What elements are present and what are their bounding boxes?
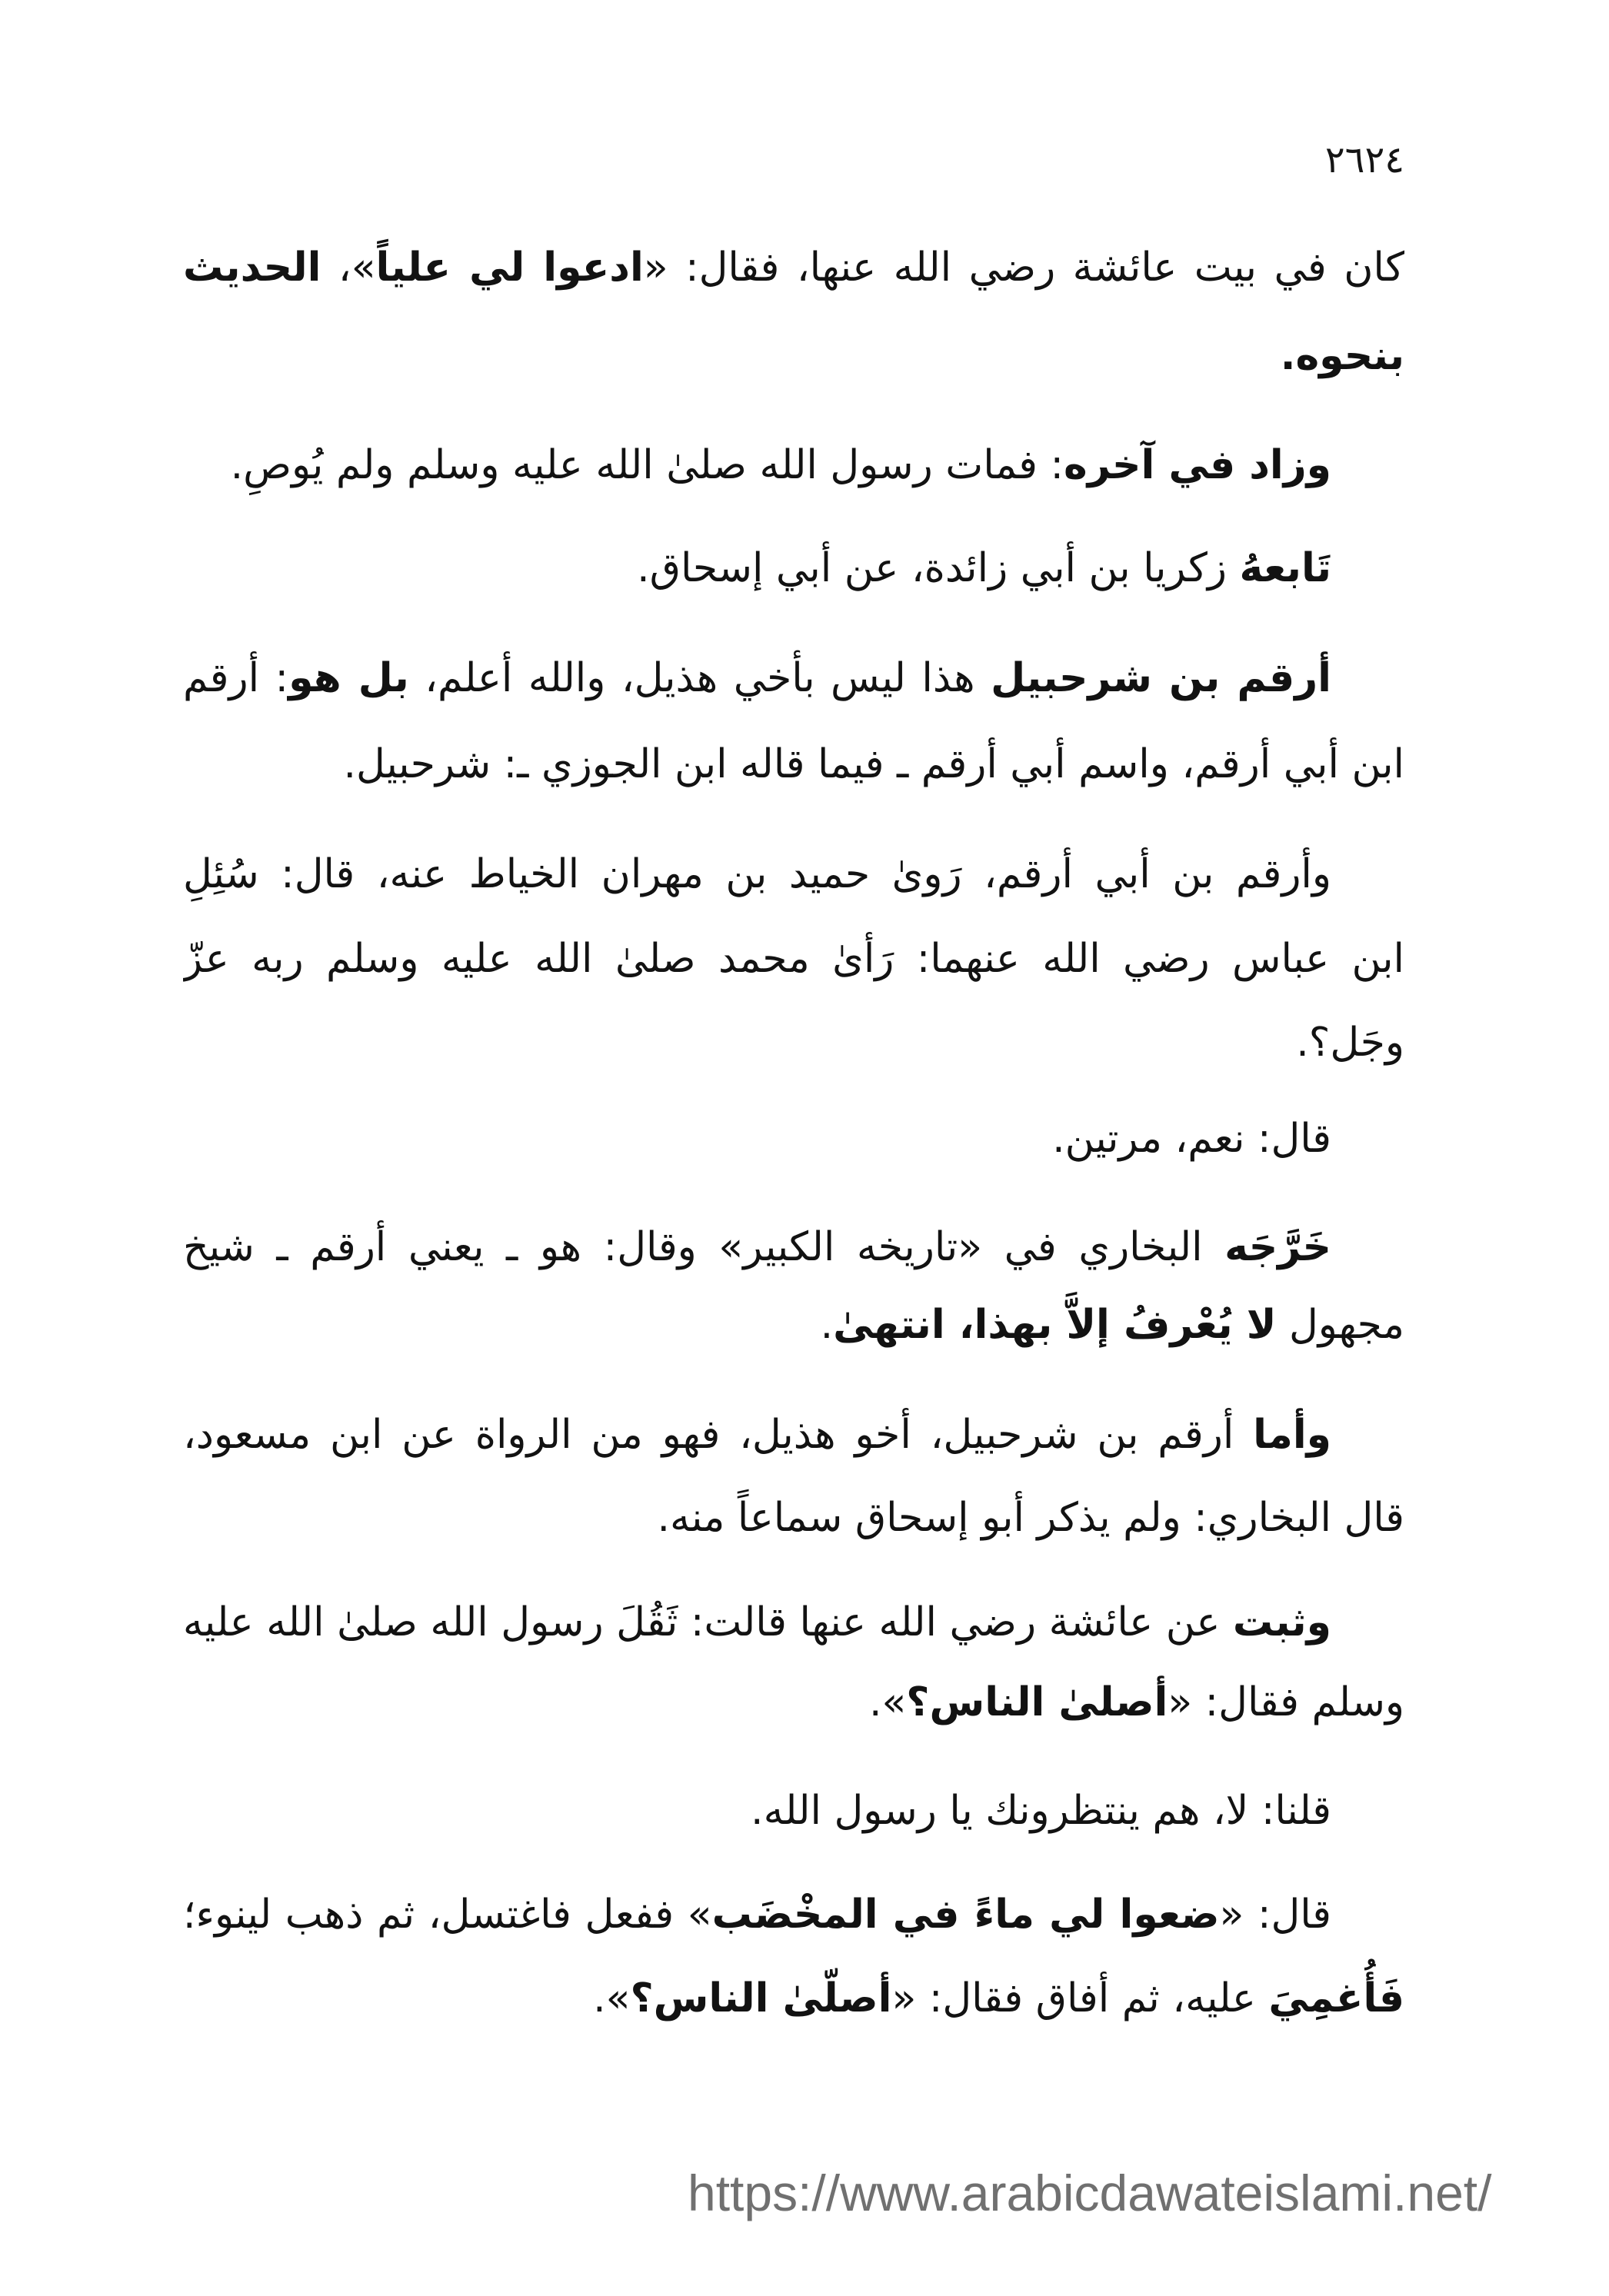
- bold-text-run: وثبت: [1232, 1599, 1331, 1645]
- text-run: ».: [593, 1975, 631, 2021]
- bold-text-run: وزاد في آخره: [1064, 442, 1331, 488]
- text-run: .: [820, 1302, 834, 1348]
- text-line: [183, 637, 1331, 720]
- text-line: [183, 424, 1331, 507]
- text-run: ابن أبي أرقم، واسم أبي أرقم ـ فيما قاله ابن الجوزي ـ: شرحبيل.: [343, 741, 1404, 787]
- bold-text-run: لا يُعْرفُ إلاَّ بهذا، انتهىٰ: [833, 1302, 1277, 1348]
- text-run: البخاري في «تاريخه الكبير» وقال: هو ـ يعني أرقم ـ شيخ: [183, 1224, 1225, 1270]
- bold-text-run: أصلّىٰ الناس؟: [630, 1975, 892, 2021]
- text-line: [183, 833, 1331, 916]
- text-line: [183, 1476, 1404, 1559]
- text-run: وجَل؟.: [1296, 1020, 1404, 1066]
- text-run: » ففعل فاغتسل، ثم ذهب لينوء؛: [183, 1892, 712, 1938]
- text-line: [183, 1873, 1331, 1956]
- bold-text-run: أرقم بن شرحبيل: [991, 655, 1331, 701]
- watermark-url: https://www.arabicdawateislami.net/: [688, 2165, 1492, 2221]
- text-line: [183, 527, 1331, 610]
- bold-text-run: فَأُغمِيَ: [1268, 1975, 1404, 2021]
- text-run: قلنا: لا، هم ينتظرونك يا رسول الله.: [751, 1788, 1331, 1834]
- text-line: [183, 1661, 1404, 1744]
- text-line: [183, 314, 1404, 398]
- text-run: مجهول: [1276, 1302, 1404, 1348]
- text-run: هذا ليس بأخي هذيل، والله أعلم،: [408, 655, 991, 701]
- text-line: [183, 1769, 1331, 1852]
- bold-text-run: خَرَّجَه: [1224, 1224, 1331, 1270]
- text-run: عليه، ثم أفاق فقال: «: [891, 1975, 1269, 2021]
- bold-text-run: بنحوه.: [1280, 333, 1404, 379]
- bold-text-run: ضعوا لي ماءً في المخْضَب: [711, 1892, 1220, 1938]
- text-line: [183, 1206, 1331, 1289]
- bold-text-run: بل هو: [288, 655, 409, 701]
- text-run: : فمات رسول الله صلىٰ الله عليه وسلم ولم يُوصِ.: [230, 442, 1064, 488]
- bold-text-run: الحديث: [183, 245, 321, 291]
- bold-text-run: تَابعهُ: [1239, 545, 1331, 591]
- text-run: أرقم بن شرحبيل، أخو هذيل، فهو من الرواة عن ابن مسعود،: [183, 1412, 1254, 1458]
- text-run: قال: نعم، مرتين.: [1052, 1116, 1331, 1162]
- text-run: زكريا بن أبي زائدة، عن أبي إسحاق.: [637, 545, 1240, 591]
- text-run: وأرقم بن أبي أرقم، رَوىٰ حميد بن مهران الخياط عنه، قال: سُئِلِ: [183, 851, 1331, 897]
- text-line: [183, 1957, 1404, 2040]
- text-run: قال: «: [1219, 1892, 1331, 1938]
- text-run: وسلم فقال: «: [1168, 1679, 1404, 1725]
- text-run: كان في بيت عائشة رضي الله عنها، فقال: «: [643, 245, 1404, 291]
- text-run: ابن عباس رضي الله عنهما: رَأىٰ محمد صلىٰ الله عليه وسلم ربه عزّ: [183, 936, 1404, 982]
- text-line: [183, 1393, 1331, 1476]
- page-number: ٢٦٢٤: [1324, 138, 1404, 181]
- text-run: »،: [321, 245, 376, 291]
- text-line: [183, 723, 1404, 806]
- text-run: عن عائشة رضي الله عنها قالت: ثَقُلَ رسول الله صلىٰ الله عليه: [183, 1599, 1233, 1645]
- text-run: ».: [868, 1679, 907, 1725]
- text-block: [183, 0, 1404, 2296]
- bold-text-run: أصلىٰ الناس؟: [906, 1679, 1168, 1725]
- text-line: [183, 226, 1404, 309]
- bold-text-run: ادعوا لي علياً: [375, 245, 644, 291]
- text-line: [183, 917, 1404, 1000]
- text-line: [183, 1581, 1331, 1664]
- text-line: [183, 1283, 1404, 1366]
- text-run: : أرقم: [183, 655, 289, 701]
- text-line: [183, 1001, 1404, 1084]
- bold-text-run: وأما: [1253, 1412, 1331, 1458]
- text-run: قال البخاري: ولم يذكر أبو إسحاق سماعاً منه.: [657, 1495, 1404, 1541]
- text-line: [183, 1097, 1331, 1180]
